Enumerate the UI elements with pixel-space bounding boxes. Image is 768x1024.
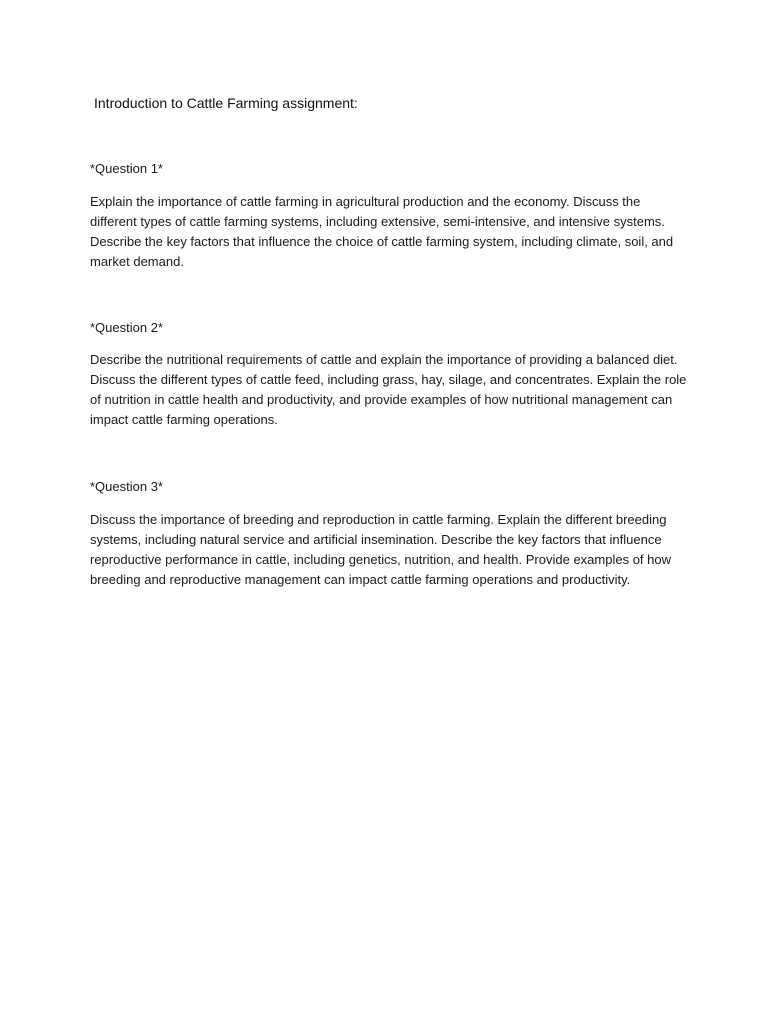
question-1-body: Explain the importance of cattle farming in agricultural production and the economy. Discuss the different types of cattle farming systems, including extensive, semi-intensive, and intensive systems. Describe the key factors that influence the choice of cattle farming system, including climate, soil, and market demand. <box>90 194 674 269</box>
question-3-heading: *Question 3* <box>90 479 163 494</box>
question-2-heading: *Question 2* <box>90 320 163 335</box>
question-1-heading: *Question 1* <box>90 161 163 176</box>
question-3-body: Discuss the importance of breeding and reproduction in cattle farming. Explain the different breeding systems, including natural service and artificial insemination. Describe the key factors that influence reproductive performance in cattle, including genetics, nutrition, and health. Provide examples of how breeding and reproductive management can impact cattle farming operations and productivity. <box>90 512 671 587</box>
document-title: Introduction to Cattle Farming assignment: <box>94 95 358 111</box>
question-2-body: Describe the nutritional requirements of cattle and explain the importance of providing a balanced diet. Discuss the different types of cattle feed, including grass, hay, silage, and concentrates. Explain the role of nutrition in cattle health and productivity, and provide examples of how nutritional management can impact cattle farming operations. <box>90 352 687 427</box>
